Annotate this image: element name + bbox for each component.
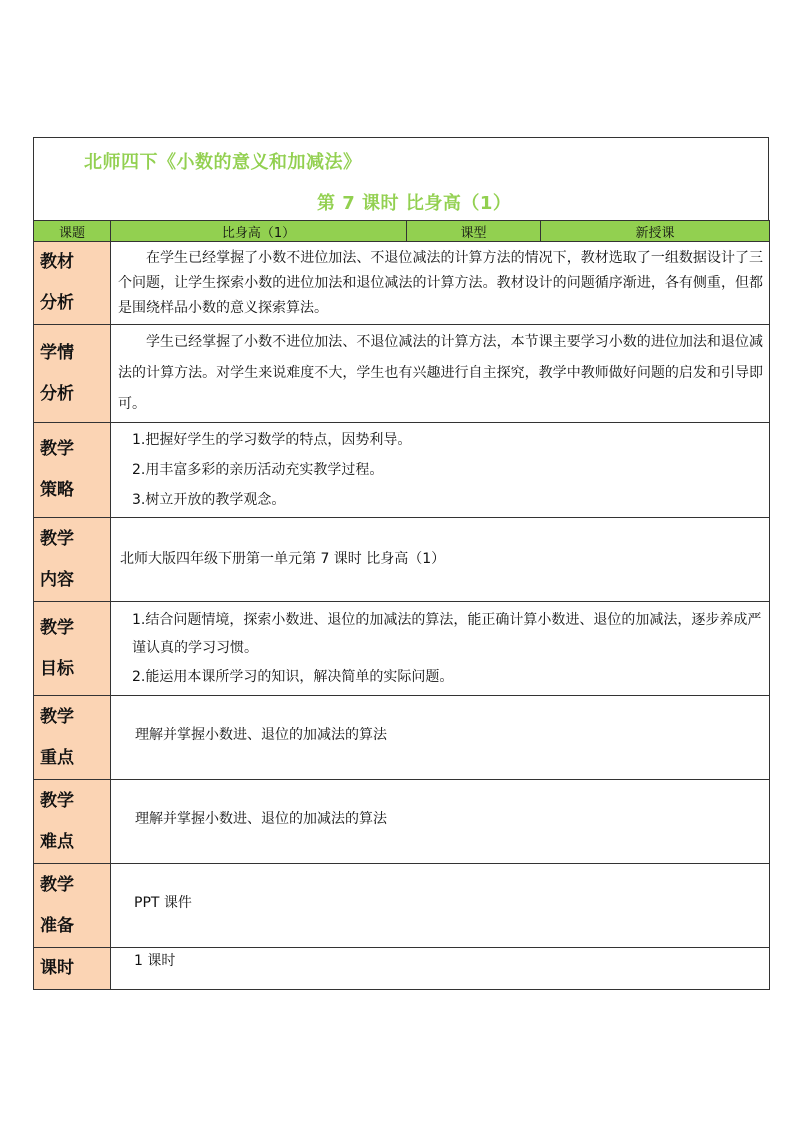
lesson-plan-sheet — [33, 137, 769, 990]
row-content — [111, 696, 770, 780]
teaching-content-text: 北师大版四年级下册第一单元第 7 课时 比身高（1） — [120, 551, 446, 567]
lesson-plan-table — [33, 220, 770, 990]
row-content — [111, 242, 770, 325]
learner-analysis-text: 学生已经掌握了小数不进位加法、不退位减法的计算方法，本节课主要学习小数的进位加法和退位减法的计算方法。对学生来说难度不大，学生也有兴趣进行自主探究，教学中教师做好问题的启发和引导即可。 — [118, 334, 763, 412]
row-label: 教学 策略 — [34, 423, 111, 518]
row-content — [111, 325, 770, 423]
period-text: 1 课时 — [134, 953, 176, 969]
row-teaching-content — [34, 518, 770, 602]
title-box — [33, 137, 769, 220]
row-label: 课时 — [34, 948, 111, 990]
strategy-item: 3.树立开放的教学观念。 — [132, 492, 286, 508]
row-strategy — [34, 423, 770, 518]
goal-item: 2.能运用本课所学习的知识，解决简单的实际问题。 — [132, 668, 454, 685]
row-content — [111, 864, 770, 948]
header-row — [34, 221, 770, 242]
row-label: 教学 目标 — [34, 602, 111, 696]
row-label: 教学 内容 — [34, 518, 111, 602]
strategy-item: 1.把握好学生的学习数学的特点，因势利导。 — [132, 432, 412, 448]
row-label: 教学 准备 — [34, 864, 111, 948]
row-label: 学情 分析 — [34, 325, 111, 423]
row-learner-analysis — [34, 325, 770, 423]
difficulty-text: 理解并掌握小数进、退位的加减法的算法 — [135, 811, 387, 827]
type-value: 新授课 — [541, 221, 770, 242]
row-content — [111, 780, 770, 864]
strategy-item: 2.用丰富多彩的亲历活动充实教学过程。 — [132, 462, 384, 478]
row-label: 教材 分析 — [34, 242, 111, 325]
preparation-text: PPT 课件 — [134, 895, 192, 911]
lesson-subtitle: 第 7 课时 比身高（1） — [317, 193, 512, 214]
row-material-analysis — [34, 242, 770, 325]
row-preparation — [34, 864, 770, 948]
topic-label: 课题 — [34, 221, 111, 242]
row-content — [111, 602, 770, 696]
row-period — [34, 948, 770, 990]
row-difficulty — [34, 780, 770, 864]
row-label: 教学 重点 — [34, 696, 111, 780]
goal-item: 1.结合问题情境，探索小数进、退位的加减法的算法，能正确计算小数进、退位的加减法，逐步养成严谨认真的学习习惯。 — [132, 611, 762, 656]
row-content — [111, 518, 770, 602]
topic-value: 比身高（1） — [111, 221, 407, 242]
row-content — [111, 948, 770, 990]
row-content — [111, 423, 770, 518]
row-key-point — [34, 696, 770, 780]
row-label: 教学 难点 — [34, 780, 111, 864]
key-point-text: 理解并掌握小数进、退位的加减法的算法 — [135, 727, 387, 743]
type-label: 课型 — [407, 221, 541, 242]
row-teaching-goal — [34, 602, 770, 696]
document-title: 北师四下《小数的意义和加减法》 — [84, 152, 362, 173]
material-analysis-text: 在学生已经掌握了小数不进位加法、不退位减法的计算方法的情况下，教材选取了一组数据设计了三个问题，让学生探索小数的进位加法和退位减法的计算方法。教材设计的问题循序渐进，各有侧重，但都是围绕样品小数的意义探索算法。 — [118, 249, 763, 316]
